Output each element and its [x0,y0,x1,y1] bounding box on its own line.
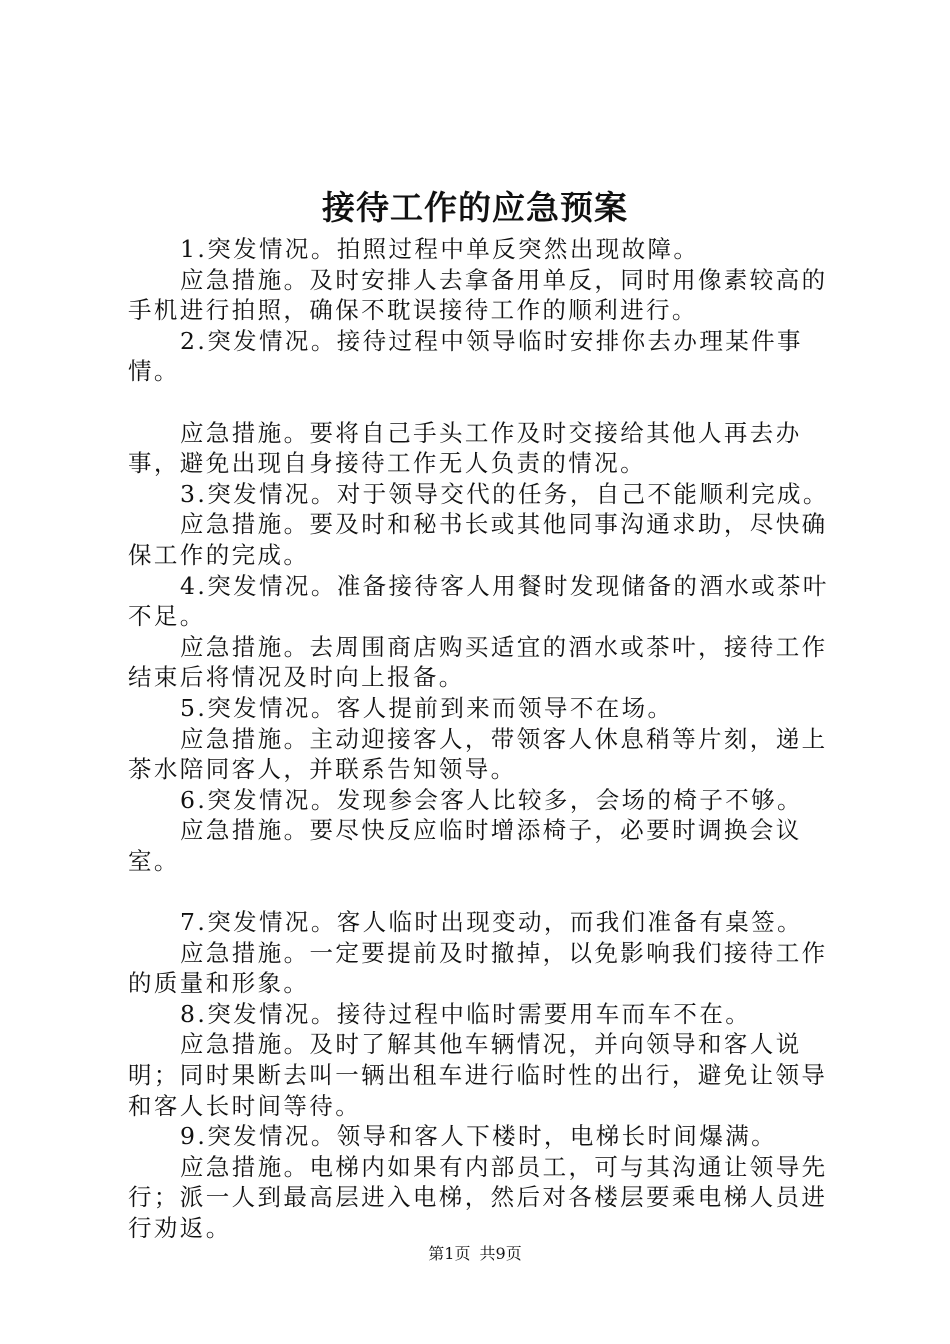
document-body [128,234,838,1244]
page-total: 共9页 [479,1244,522,1263]
page-footer [0,1244,950,1264]
paragraph-1: 1.突发情况。拍照过程中单反突然出现故障。 [180,235,700,263]
paragraph-12: 应急措施。要尽快反应临时增添椅子，必要时调换会议室。 [128,816,802,875]
paragraph-8: 应急措施。去周围商店购买适宜的酒水或茶叶，接待工作结束后将情况及时向上报备。 [128,632,828,692]
document-title: 接待工作的应急预案 [322,188,628,227]
paragraph-15: 8.突发情况。接待过程中临时需要用车而车不在。 [180,999,752,1028]
paragraph-14: 应急措施。一定要提前及时撤掉，以免影响我们接待工作的质量和形象。 [128,938,828,998]
paragraph-6: 应急措施。要及时和秘书长或其他同事沟通求助，尽快确保工作的完成。 [128,510,828,569]
paragraph-3: 2.突发情况。接待过程中领导临时安排你去办理某件事情。 [128,326,803,386]
paragraph-11: 6.突发情况。发现参会客人比较多，会场的椅子不够。 [180,785,803,814]
paragraph-10: 应急措施。主动迎接客人，带领客人休息稍等片刻，递上茶水陪同客人，并联系告知领导。 [128,724,828,784]
paragraph-7: 4.突发情况。准备接待客人用餐时发现储备的酒水或茶叶不足。 [128,571,829,631]
paragraph-2: 应急措施。及时安排人去拿备用单反，同时用像素较高的手机进行拍照，确保不耽误接待工作的顺利进行。 [128,265,828,325]
paragraph-4: 应急措施。要将自己手头工作及时交接给其他人再去办事，避免出现自身接待工作无人负责的情况。 [128,418,802,478]
paragraph-5: 3.突发情况。对于领导交代的任务，自己不能顺利完成。 [180,479,829,508]
paragraph-16: 应急措施。及时了解其他车辆情况，并向领导和客人说明；同时果断去叫一辆出租车进行临时性的出行，避免让领导和客人长时间等待。 [128,1030,828,1120]
page-number: 第1页 [428,1244,471,1263]
paragraph-9: 5.突发情况。客人提前到来而领导不在场。 [180,693,674,722]
paragraph-13: 7.突发情况。客人临时出现变动，而我们准备有桌签。 [180,908,803,937]
paragraph-18: 应急措施。电梯内如果有内部员工，可与其沟通让领导先行；派一人到最高层进入电梯，然后对各楼层要乘电梯人员进行劝返。 [128,1152,828,1242]
paragraph-17: 9.突发情况。领导和客人下楼时，电梯长时间爆满。 [180,1122,778,1151]
